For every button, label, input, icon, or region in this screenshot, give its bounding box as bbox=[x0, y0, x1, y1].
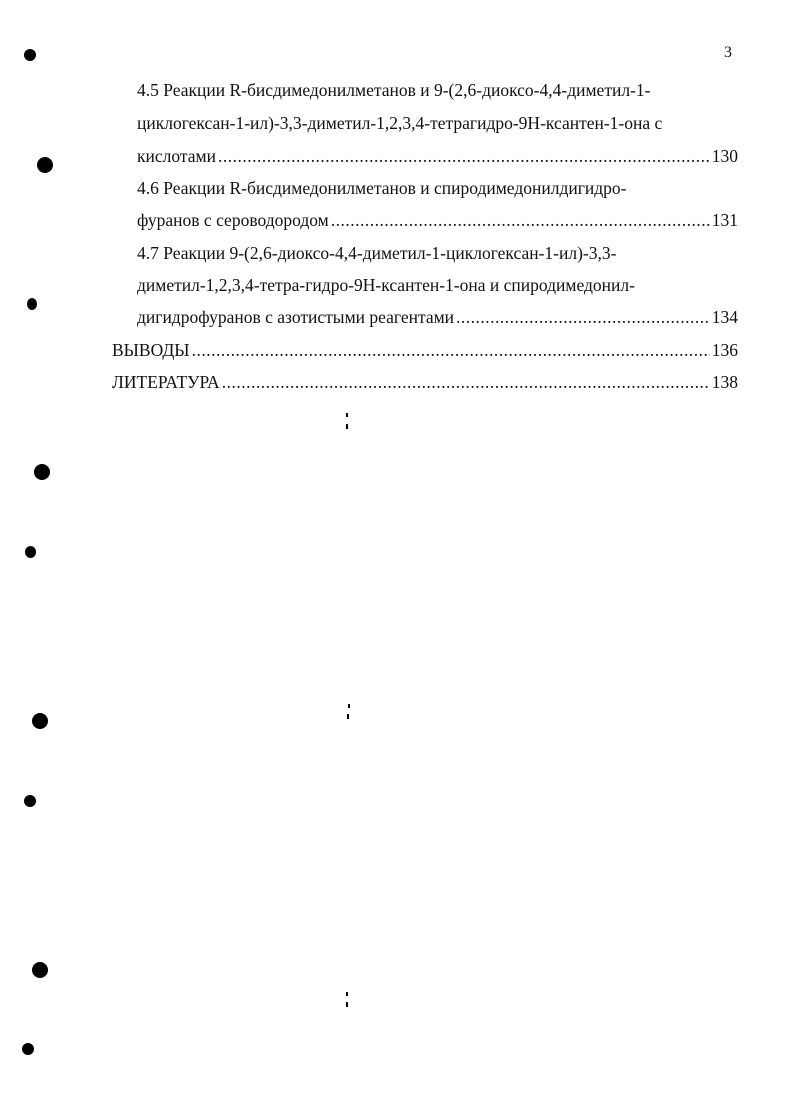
toc-entry-4-7-line1 bbox=[137, 241, 616, 265]
punch-hole-mark bbox=[25, 546, 36, 558]
scan-speck bbox=[346, 424, 348, 429]
punch-hole-mark bbox=[37, 157, 53, 173]
dot-leader bbox=[218, 144, 710, 168]
toc-page-number: 130 bbox=[711, 146, 738, 166]
toc-entry-conclusions bbox=[112, 338, 738, 362]
scan-speck bbox=[346, 1002, 348, 1007]
toc-text: ЛИТЕРАТУРА bbox=[112, 372, 220, 392]
toc-page-number: 131 bbox=[711, 210, 738, 230]
scan-speck bbox=[346, 413, 348, 417]
toc-text: 4.7 Реакции 9-(2,6-диоксо-4,4-диметил-1-циклогексан-1-ил)-3,3- bbox=[137, 243, 617, 263]
punch-hole-mark bbox=[34, 464, 50, 480]
toc-entry-4-6-line1 bbox=[137, 176, 627, 200]
scan-speck bbox=[346, 992, 348, 996]
toc-text: фуранов с сероводородом bbox=[137, 210, 329, 230]
toc-entry-4-7-line3 bbox=[137, 305, 738, 329]
dot-leader bbox=[192, 338, 710, 362]
toc-text: дигидрофуранов с азотистыми реагентами bbox=[137, 307, 455, 327]
toc-page-number: 134 bbox=[711, 307, 738, 327]
punch-hole-mark bbox=[32, 713, 48, 729]
toc-text: 4.5 Реакции R-бисдимедонилметанов и 9-(2,6-диоксо-4,4-диметил-1- bbox=[137, 80, 651, 100]
punch-hole-mark bbox=[24, 49, 36, 61]
toc-text: циклогексан-1-ил)-3,3-диметил-1,2,3,4-тетрагидро-9Н-ксантен-1-она с bbox=[137, 113, 663, 133]
toc-entry-4-5-line2 bbox=[137, 111, 662, 135]
toc-entry-4-5-line3 bbox=[137, 144, 738, 168]
scan-speck bbox=[348, 704, 350, 708]
punch-hole-mark bbox=[27, 298, 37, 310]
dot-leader bbox=[222, 370, 710, 394]
toc-entry-4-7-line2 bbox=[137, 273, 635, 297]
toc-page-number: 138 bbox=[711, 372, 738, 392]
toc-entry-literature bbox=[112, 370, 738, 394]
toc-text: кислотами bbox=[137, 146, 216, 166]
toc-text: диметил-1,2,3,4-тетра-гидро-9Н-ксантен-1-она и спиродимедонил- bbox=[137, 275, 635, 295]
dot-leader bbox=[456, 305, 710, 329]
toc-entry-4-5-line1 bbox=[137, 78, 650, 102]
toc-text: ВЫВОДЫ bbox=[112, 340, 190, 360]
punch-hole-mark bbox=[22, 1043, 34, 1055]
punch-hole-mark bbox=[32, 962, 48, 978]
punch-hole-mark bbox=[24, 795, 36, 807]
page-number: 3 bbox=[724, 44, 732, 61]
toc-text: 4.6 Реакции R-бисдимедонилметанов и спиродимедонилдигидро- bbox=[137, 178, 627, 198]
scan-speck bbox=[347, 714, 349, 719]
toc-page-number: 136 bbox=[711, 340, 738, 360]
dot-leader bbox=[331, 208, 710, 232]
toc-entry-4-6-line2 bbox=[137, 208, 738, 232]
